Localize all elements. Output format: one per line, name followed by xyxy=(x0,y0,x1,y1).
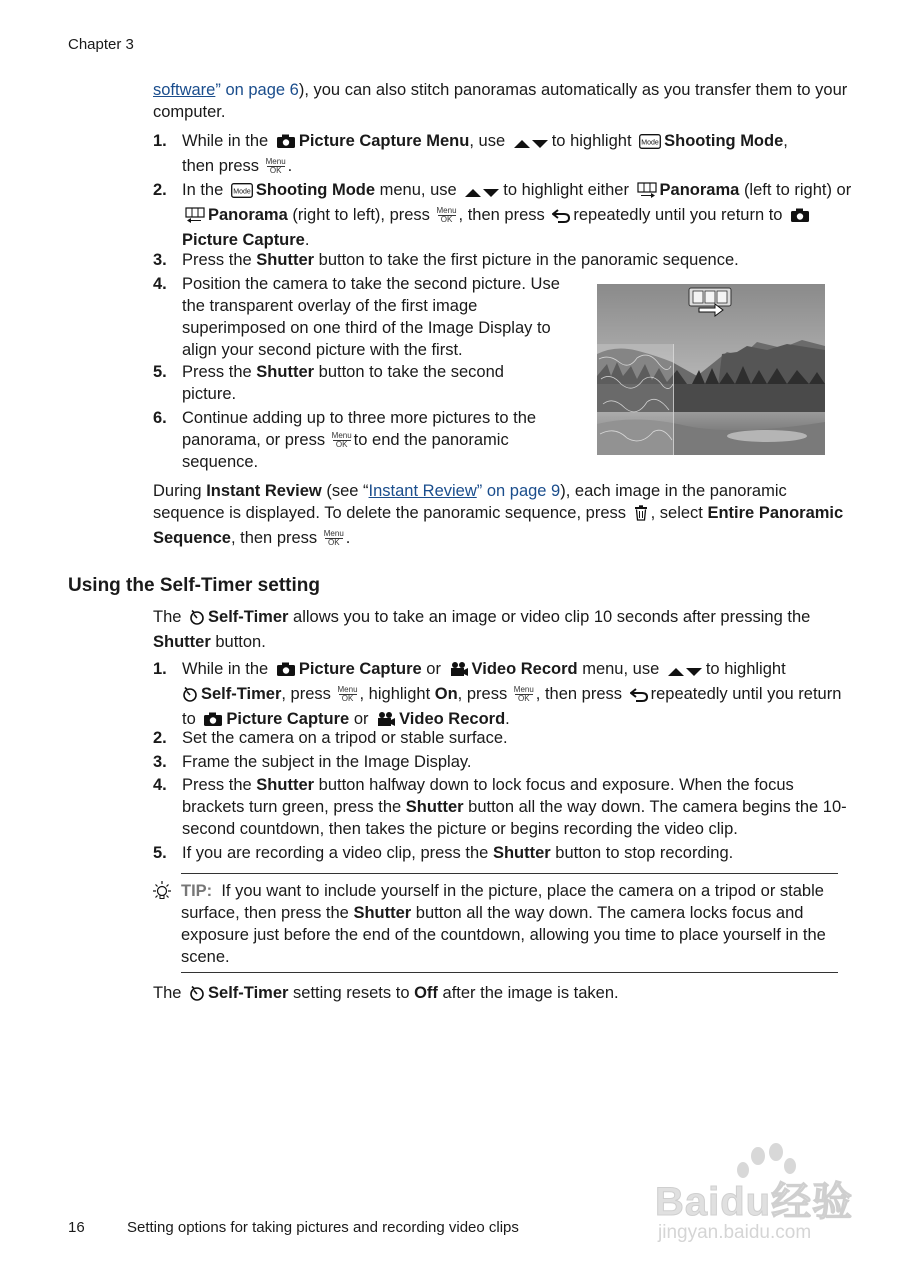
menu-ok-icon: Menu OK xyxy=(436,206,457,224)
step-number: 2. xyxy=(153,729,167,747)
step-number: 3. xyxy=(153,753,167,771)
self-timer-icon xyxy=(182,686,198,708)
closing-paragraph: The Self-Timer setting resets to Off after the image is taken. xyxy=(153,982,853,1007)
step-number: 2. xyxy=(153,181,167,199)
menu-ok-icon: Menu OK xyxy=(323,529,344,547)
up-down-arrows-icon xyxy=(464,182,500,204)
timer-step-1: 1. While in the Picture Capture or Video Record menu, use to highlight Self-Timer, press Menu OK , highlight On, press Menu OK , then press repeatedly until you return to Picture Capture or Video Record. xyxy=(153,658,853,733)
svg-text:Mode: Mode xyxy=(233,188,251,196)
self-timer-intro: The Self-Timer allows you to take an image or video clip 10 seconds after pressing the Shutter button. xyxy=(153,608,811,651)
self-timer-icon xyxy=(189,985,205,1007)
menu-ok-icon: Menu OK xyxy=(513,685,534,703)
panorama-left-to-right-icon xyxy=(637,182,657,204)
camera-icon xyxy=(276,133,296,155)
menu-ok-icon: Menu OK xyxy=(265,157,286,175)
camera-icon xyxy=(790,207,810,229)
trash-icon xyxy=(634,505,648,527)
timer-step-3: 3. Frame the subject in the Image Display. xyxy=(153,753,472,771)
timer-step-5: 5. If you are recording a video clip, press the Shutter button to stop recording. xyxy=(153,844,734,862)
video-camera-icon xyxy=(449,661,469,683)
watermark-url: jingyan.baidu.com xyxy=(658,1222,812,1243)
baidu-logo-text: Baidu经验 xyxy=(655,1180,854,1224)
mode-icon xyxy=(231,182,253,204)
menu-ok-icon: Menu OK xyxy=(331,431,352,449)
panorama-step-4: 4. Position the camera to take the second picture. Use the transparent overlay of the first image superimposed on one third of the Image Display to align your second picture with the first. xyxy=(153,275,560,359)
panorama-step-2: 2. In the Mode Shooting Mode menu, use to highlight either Panorama (left to right) or Panorama (right to left), press Menu OK , then press repeatedly until you return to Picture Capture. xyxy=(153,181,852,249)
step-number: 3. xyxy=(153,251,167,269)
up-down-arrows-icon xyxy=(513,133,549,155)
panorama-step-3: 3. Press the Shutter button to take the first picture in the panoramic sequence. xyxy=(153,251,739,269)
up-down-arrows-icon xyxy=(667,661,703,683)
page-number: 16 xyxy=(68,1219,85,1236)
intro-text: ), you can also stitch panoramas automatically as you transfer them to your computer. xyxy=(153,81,848,121)
tip-text: TIP: If you want to include yourself in the picture, place the camera on a tripod or stable surface, then press the Shutter button all the way down. The camera locks focus and exposure just before the end of the countdown, allowing you time to place yourself in the scene. xyxy=(181,882,826,966)
timer-step-4: 4. Press the Shutter button halfway down to lock focus and exposure. When the focus brackets turn green, press the Shutter button all the way down. The camera begins the 10-second countdown, then takes the picture or begins recording the video clip. xyxy=(153,776,847,838)
panorama-right-to-left-icon xyxy=(185,207,205,229)
intro-paragraph xyxy=(153,79,853,123)
panorama-step-1: 1. While in the Picture Capture Menu, use to highlight Mode Shooting Mode, then press Menu OK . xyxy=(153,132,788,175)
panorama-overlay-photo xyxy=(597,284,825,455)
tip-label: TIP: xyxy=(181,882,213,900)
camera-icon xyxy=(276,661,296,683)
timer-step-2: 2. Set the camera on a tripod or stable surface. xyxy=(153,729,508,747)
tip-top-rule xyxy=(181,873,838,874)
step-number: 5. xyxy=(153,844,167,862)
self-timer-heading: Using the Self-Timer setting xyxy=(68,575,320,596)
panorama-step-5: 5. Press the Shutter button to take the second picture. xyxy=(153,363,504,403)
instant-review-paragraph: During Instant Review (see “Instant Review” on page 9), each image in the panoramic sequence is displayed. To delete the panoramic sequence, press , select Entire Panoramic Sequence, then press Menu OK . xyxy=(153,482,844,547)
step-number: 1. xyxy=(153,132,167,150)
back-arrow-icon xyxy=(630,686,648,708)
menu-ok-icon: Menu OK xyxy=(337,685,358,703)
lightbulb-icon xyxy=(151,880,173,909)
svg-text:Mode: Mode xyxy=(641,139,659,147)
software-link[interactable]: software xyxy=(153,81,216,99)
instant-review-link[interactable]: Instant Review xyxy=(368,482,477,500)
step-number: 5. xyxy=(153,363,167,381)
step-number: 4. xyxy=(153,776,167,794)
tip-bottom-rule xyxy=(181,972,838,973)
baidu-watermark xyxy=(650,1140,880,1250)
step-number: 4. xyxy=(153,275,167,293)
back-arrow-icon xyxy=(552,207,570,229)
step-number: 6. xyxy=(153,409,167,427)
footer-title: Setting options for taking pictures and recording video clips xyxy=(127,1219,519,1236)
mode-icon xyxy=(639,133,661,155)
step-number: 1. xyxy=(153,660,167,678)
chapter-header: Chapter 3 xyxy=(68,36,134,53)
instant-review-page-link[interactable]: ” on page 9 xyxy=(476,482,561,500)
panorama-step-6: 6. Continue adding up to three more pictures to the panorama, or press Menu OK to end the panoramic sequence. xyxy=(153,409,537,471)
page-ref-link[interactable]: ” on page 6 xyxy=(215,81,299,99)
self-timer-icon xyxy=(189,609,205,631)
